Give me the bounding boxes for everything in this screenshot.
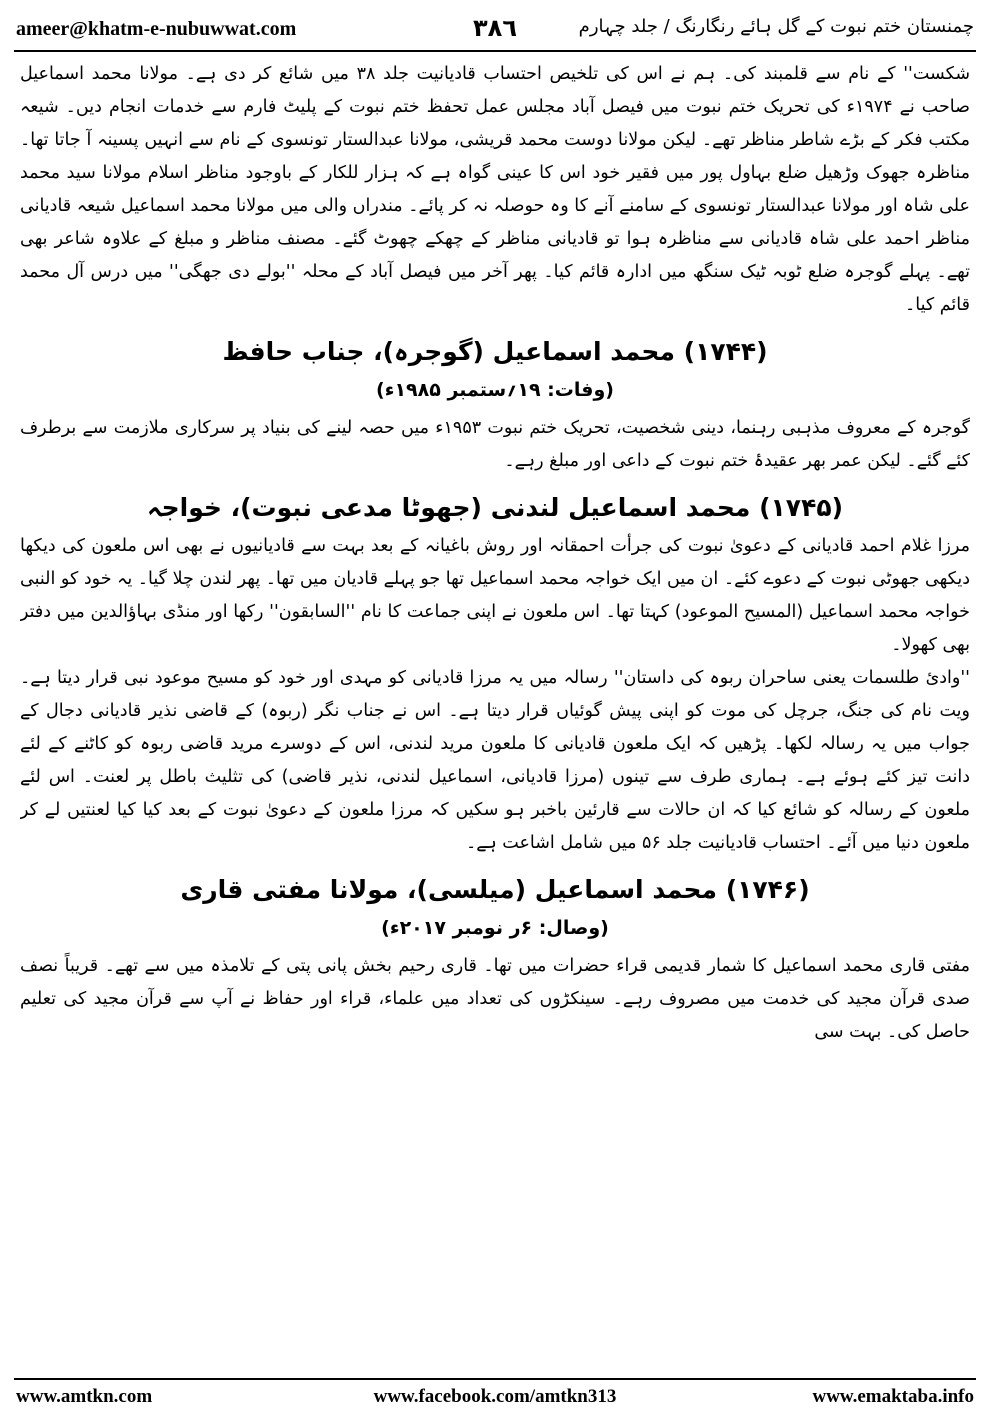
section-subheading: (وفات: ۱۹؍ستمبر ۱۹۸۵ء) bbox=[376, 379, 614, 401]
header-email: ameer@khatm-e-nubuwwat.com bbox=[16, 18, 297, 40]
section-heading: (۱۷۴۵) محمد اسماعیل لندنی (جھوٹا مدعی نبوت)، خواجہ bbox=[146, 493, 844, 522]
section-subheading: (وصال: ۶ر نومبر ۲۰۱۷ء) bbox=[381, 917, 609, 939]
book-title: چمنستان ختم نبوت کے گل ہائے رنگارنگ / جلد چہارم bbox=[578, 16, 974, 37]
intro-paragraph: شکست'' کے نام سے قلمبند کی۔ ہم نے اس کی تلخیص احتساب قادیانیت جلد ۳۸ میں شائع کر دی ہے۔ مولانا محمد اسماعیل صاحب نے ۱۹۷۴ء کی تحریک ختم نبوت میں فیصل آباد مجلس عمل تحفظ ختم نبوت کے پلیٹ فارم سے خدمات انجام دیں۔ شیعہ مکتب فکر کے بڑے شاطر مناظر تھے۔ لیکن مولانا دوست محمد قریشی، مولانا عبدالستار تونسوی کے نام سے انہیں پسینہ آ جاتا تھا۔ مناظرہ جھوک وڑھیل ضلع بہاول پور میں فقیر خود اس کا عینی گواہ ہے کہ ہزار للکار کے باوجود مناظر اسلام مولانا سید محمد علی شاہ اور مولانا عبدالستار تونسوی کے سامنے آنے کا وہ حوصلہ نہ کر پائے۔ مندراں والی میں مولانا محمد اسماعیل شیعہ قادیانی مناظر احمد علی شاہ قادیانی سے مناظرہ ہوا تو قادیانی مناظر کے چھکے چھوٹ گئے۔ مصنف مناظر و مبلغ کے علاوہ شاعر بھی تھے۔ پہلے گوجرہ ضلع ٹوبہ ٹیک سنگھ میں ادارہ قائم کیا۔ پھر آخر میں فیصل آباد کے محلہ ''بولے دی جھگی'' میں درس آل محمد قائم کیا۔ bbox=[20, 64, 970, 315]
footer-link-amtkn[interactable]: www.amtkn.com bbox=[16, 1386, 153, 1407]
section-paragraph: گوجرہ کے معروف مذہبی رہنما، دینی شخصیت، تحریک ختم نبوت ۱۹۵۳ء میں حصہ لینے کی بنیاد پر سرکاری ملازمت سے برطرف کئے گئے۔ لیکن عمر بھر عقیدۂ ختم نبوت کے داعی اور مبلغ رہے۔ bbox=[20, 418, 970, 471]
section-heading: (۱۷۴۴) محمد اسماعیل (گوجرہ)، جناب حافظ bbox=[222, 337, 768, 366]
section-paragraph: مرزا غلام احمد قادیانی کے دعویٰ نبوت کی جرأت احمقانہ اور روش باغیانہ کے بعد بہت سے قادیانیوں نے بھی اس ملعون کی دیکھا دیکھی جھوٹی نبوت کے دعوے کئے۔ ان میں ایک خواجہ محمد اسماعیل تھا جو پہلے قادیان میں تھا۔ پھر لندن چلا گیا۔ یہ خود کو النبی خواجہ محمد اسماعیل (المسیح الموعود) کہتا تھا۔ اس ملعون نے اپنی جماعت کا نام ''السابقون'' رکھا اور منڈی بہاؤالدین میں دفتر بھی کھولا۔ bbox=[20, 536, 970, 655]
section-paragraph: مفتی قاری محمد اسماعیل کا شمار قدیمی قراء حضرات میں تھا۔ قاری رحیم بخش پانی پتی کے تلامذہ میں سے تھے۔ قریباً نصف صدی قرآن مجید کی خدمت میں مصروف رہے۔ سینکڑوں کی تعداد میں علماء، قراء اور حفاظ نے آپ سے قرآن مجید کی تعلیم حاصل کی۔ بہت سی bbox=[20, 956, 970, 1042]
section-paragraph: ''وادیٔ طلسمات یعنی ساحران ربوہ کی داستان'' رسالہ میں یہ مرزا قادیانی کو مہدی اور خود کو مسیح موعود نبی قرار دیتا ہے۔ ویت نام کی جنگ، جرچل کی موت کو اپنی پیش گوئیاں قرار دیتا ہے۔ اس نے جناب نگر (ربوہ) کے قاضی نذیر قادیانی دجال کے جواب میں یہ رسالہ لکھا۔ پڑھیں کہ ایک ملعون قادیانی کا ملعون مرید لندنی، اس کے دوسرے مرید قاضی ربوہ کو کاٹنے کے لئے دانت تیز کئے ہوئے ہے۔ ہماری طرف سے تینوں (مرزا قادیانی، اسماعیل لندنی، نذیر قاضی) کی تثلیث باطل پر لعنت۔ اس لئے ملعون کے رسالہ کو شائع کیا کہ ان حالات سے قارئین باخبر ہو سکیں کہ مرزا ملعون کے دعویٰ نبوت کے بعد کیا کیا لعنتیں لے کر ملعون دنیا میں آئے۔ احتساب قادیانیت جلد ۵۶ میں شامل اشاعت ہے۔ bbox=[20, 668, 970, 853]
footer-link-emaktaba[interactable]: www.emaktaba.info bbox=[812, 1386, 974, 1407]
footer-link-facebook[interactable]: www.facebook.com/amtkn313 bbox=[373, 1386, 617, 1407]
page-footer bbox=[16, 1386, 974, 1412]
section-heading: (۱۷۴۶) محمد اسماعیل (میلسی)، مولانا مفتی قاری bbox=[180, 875, 810, 904]
header-rule bbox=[14, 50, 976, 52]
page-header bbox=[16, 14, 974, 48]
footer-rule bbox=[14, 1378, 976, 1380]
page-content bbox=[20, 58, 970, 1372]
page-number: ٣٨٦ bbox=[473, 14, 517, 42]
